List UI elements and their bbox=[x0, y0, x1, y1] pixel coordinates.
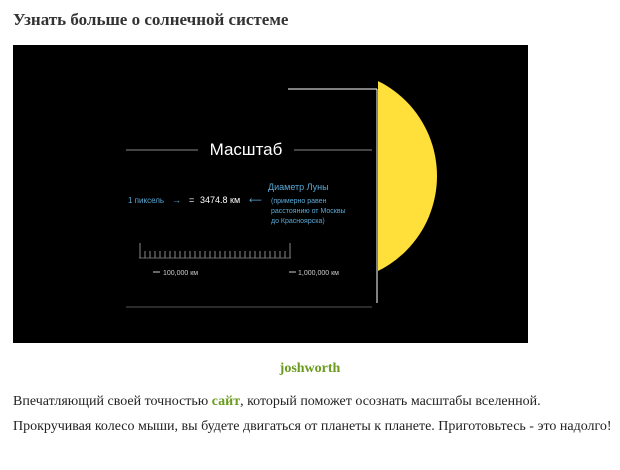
description-paragraph bbox=[13, 389, 613, 439]
arrow-right-glyph: → bbox=[172, 195, 181, 205]
source-link[interactable]: joshworth bbox=[279, 361, 341, 376]
scale-graphic bbox=[13, 45, 528, 343]
note-line-2: расстоянию от Москвы bbox=[271, 208, 346, 215]
scale-title: Масштаб bbox=[209, 140, 283, 159]
site-link[interactable]: сайт bbox=[211, 394, 241, 409]
scale-illustration bbox=[13, 45, 528, 343]
description-text-start: Впечатляющий своей точностью bbox=[13, 394, 212, 409]
description-text-end: , который поможет осознать масштабы вселенной. Прокручивая колесо мыши, вы будете двигаться от планеты к планете. Приготовьтесь - это надолго! bbox=[13, 394, 612, 434]
moon-diameter-label: Диаметр Луны bbox=[268, 182, 329, 192]
arrow-left-glyph: ⟵ bbox=[249, 195, 262, 205]
note-line-1: (примерно равен bbox=[271, 198, 327, 205]
tick-label-1m: 1,000,000 км bbox=[298, 270, 339, 277]
tick-label-100k: 100,000 км bbox=[163, 270, 199, 277]
note-line-3: до Красноярска) bbox=[271, 218, 325, 225]
pixel-value: 3474.8 км bbox=[200, 195, 241, 205]
page-title: Узнать больше о солнечной системе bbox=[13, 10, 289, 29]
equals-sign: = bbox=[189, 195, 195, 205]
pixel-label: 1 пиксель bbox=[128, 196, 165, 205]
